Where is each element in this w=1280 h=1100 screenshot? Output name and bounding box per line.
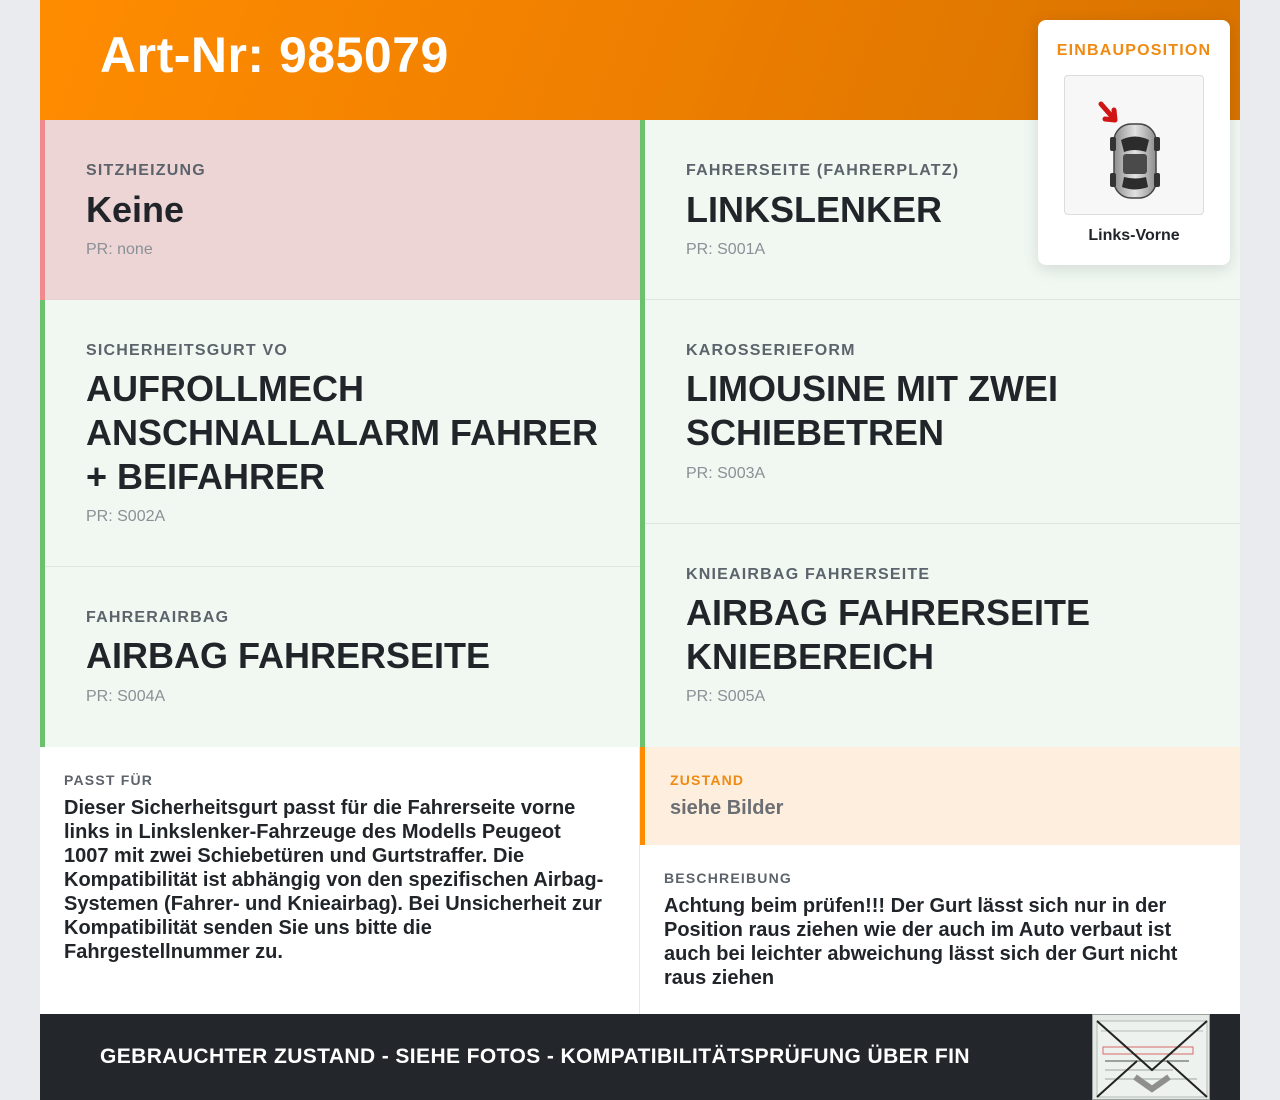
passt-fuer-section [40,747,639,1014]
row-divider [645,523,1240,524]
field-pr-code: PR: S004A [86,688,166,705]
field-value-line: LIMOUSINE MIT ZWEI [686,368,1058,409]
field-value: LINKSLENKER [686,189,943,230]
field-label: FAHRERAIRBAG [86,609,230,626]
field-value-line: ANSCHNALLALARM FAHRER [86,412,598,453]
document-icon [1093,1015,1210,1100]
field-value: Keine [86,189,185,230]
field-knieairbag [640,524,1240,747]
text-line: Systemen (Fahrer- und Knieairbag). Bei Unsicherheit zur [64,893,602,915]
position-image[interactable] [1064,75,1204,215]
beschreibung-section [640,845,1240,1014]
text-line: raus ziehen [664,967,775,989]
zustand-label: ZUSTAND [670,772,745,788]
field-fahrerairbag [40,567,640,747]
passt-fuer-text [64,796,634,964]
beschreibung-label: BESCHREIBUNG [664,870,792,886]
footer-bar [40,1014,1240,1100]
text-line: Dieser Sicherheitsgurt passt für die Fahrerseite vorne [64,797,576,819]
field-value [86,367,598,499]
field-value-line: + BEIFAHRER [86,456,326,497]
text-line: links in Linkslenker-Fahrzeuge des Modells Peugeot [64,821,561,843]
text-line: Achtung beim prüfen!!! Der Gurt lässt sich nur in der [664,895,1167,917]
field-sitzheizung [40,120,640,300]
field-value-line: KNIEBEREICH [686,636,935,677]
field-label: FAHRERSEITE (FAHRERPLATZ) [686,162,960,179]
einbauposition-card [1038,20,1230,265]
field-value-line: AUFROLLMECH [86,368,364,409]
car-position-icon [1065,76,1205,216]
row-divider [645,299,1240,300]
text-line: Kompatibilität ist abhängig von den spezifischen Airbag- [64,869,604,891]
footer-text: GEBRAUCHTER ZUSTAND - SIEHE FOTOS - KOMPATIBILITÄTSPRÜFUNG ÜBER FIN [100,1045,970,1068]
passt-fuer-label: PASST FÜR [64,772,154,788]
field-value: AIRBAG FAHRERSEITE [86,635,491,676]
field-label: SITZHEIZUNG [86,162,206,179]
product-sheet [40,0,1240,1100]
registration-document-thumbnail[interactable] [1092,1014,1210,1100]
field-pr-code: PR: S003A [686,465,766,482]
field-pr-code: PR: none [86,241,153,258]
text-line: Fahrgestellnummer zu. [64,941,283,963]
text-line: auch bei leichter abweichung lässt sich der Gurt nicht [664,943,1178,965]
field-value [686,367,1058,455]
field-label: SICHERHEITSGURT VO [86,342,289,359]
field-pr-code: PR: S005A [686,688,766,705]
article-number-title: Art-Nr: 985079 [100,27,449,83]
beschreibung-text [664,894,1234,990]
field-value-line: AIRBAG FAHRERSEITE [686,592,1091,633]
zustand-value: siehe Bilder [670,797,784,819]
field-label: KNIEAIRBAG FAHRERSEITE [686,566,931,583]
field-label: KAROSSERIEFORM [686,342,856,359]
text-line: Kompatibilität senden Sie uns bitte die [64,917,432,939]
einbauposition-caption: Links-Vorne [1088,227,1180,244]
field-value-line: SCHIEBETREN [686,412,945,453]
zustand-section [640,747,1240,845]
text-line: 1007 mit zwei Schiebetüren und Gurtstraffer. Die [64,845,525,867]
row-divider [45,299,640,300]
field-sicherheitsgurt [40,300,640,567]
text-line: Position raus ziehen wie der auch im Auto verbaut ist [664,919,1172,941]
field-pr-code: PR: S002A [86,508,166,525]
field-karosserieform [640,300,1240,524]
einbauposition-title: EINBAUPOSITION [1056,42,1212,59]
field-value [686,591,1090,679]
row-divider [45,566,640,567]
field-pr-code: PR: S001A [686,241,766,258]
